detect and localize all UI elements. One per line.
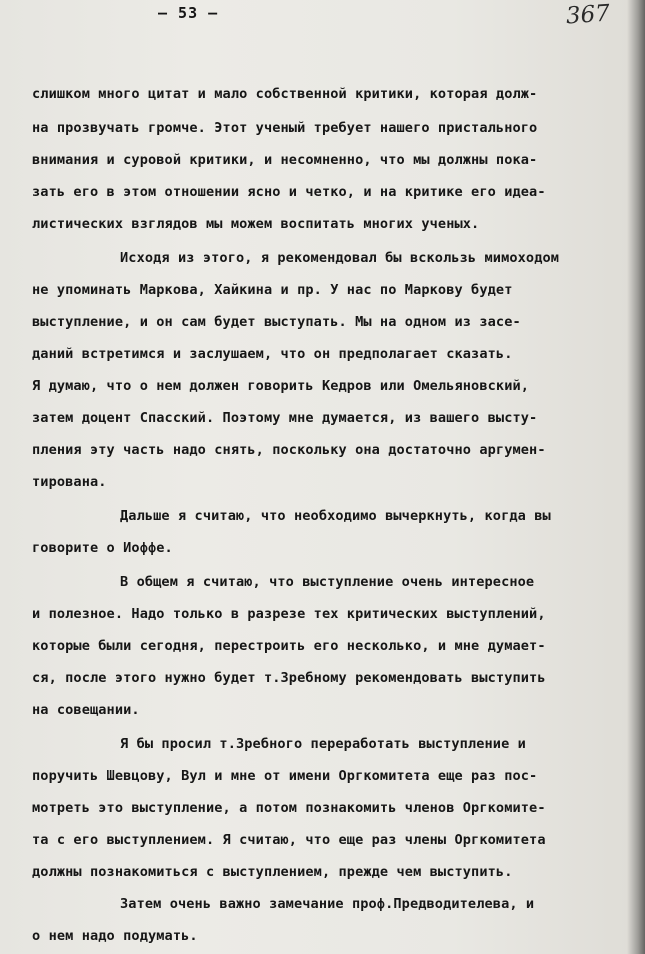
text-line: Дальше я считаю, что необходимо вычеркнуть, когда вы	[120, 508, 551, 524]
text-line: пления эту часть надо снять, поскольку она достаточно аргумен-	[32, 442, 546, 458]
text-line: Я бы просил т.Зребного переработать выступление и	[120, 736, 526, 752]
text-line: ся, после этого нужно будет т.Зребному рекомендовать выступить	[32, 670, 546, 686]
text-line: слишком много цитат и мало собственной критики, которая долж-	[32, 86, 538, 102]
text-line: на совещании.	[32, 702, 140, 718]
page-edge-shadow	[627, 0, 645, 954]
text-line: Я думаю, что о нем должен говорить Кедров или Омельяновский,	[32, 378, 530, 394]
text-line: Исходя из этого, я рекомендовал бы вскользь мимоходом	[120, 250, 560, 266]
text-line: листических взглядов мы можем воспитать многих ученых.	[32, 216, 480, 232]
text-line: В общем я считаю, что выступление очень интересное	[120, 574, 535, 590]
text-line: тирована.	[32, 474, 107, 490]
text-line: говорите о Иоффе.	[32, 540, 173, 556]
text-line: даний встретимся и заслушаем, что он предполагает сказать.	[32, 346, 513, 362]
text-line: Затем очень важно замечание проф.Предводителева, и	[120, 896, 535, 912]
text-line: должны познакомиться с выступлением, прежде чем выступить.	[32, 864, 513, 880]
text-line: выступление, и он сам будет выступать. Мы на одном из засе-	[32, 314, 521, 330]
text-line: та с его выступлением. Я считаю, что еще раз члены Оргкомитета	[32, 832, 546, 848]
text-line: мотреть это выступление, а потом познакомить членов Оргкомите-	[32, 800, 546, 816]
text-line: внимания и суровой критики, и несомненно, что мы должны пока-	[32, 152, 538, 168]
text-line: которые были сегодня, перестроить его несколько, и мне думает-	[32, 638, 546, 654]
text-line: на прозвучать громче. Этот ученый требует нашего пристального	[32, 120, 538, 136]
text-line: и полезное. Надо только в разрезе тех критических выступлений,	[32, 606, 546, 622]
text-line: о нем надо подумать.	[32, 928, 198, 944]
page-number: – 53 –	[158, 4, 219, 22]
text-line: поручить Шевцову, Вул и мне от имени Оргкомитета еще раз пос-	[32, 768, 538, 784]
archive-handwritten-number: 367	[565, 0, 611, 30]
text-line: затем доцент Спасский. Поэтому мне думается, из вашего высту-	[32, 410, 538, 426]
text-line: не упоминать Маркова, Хайкина и пр. У нас по Маркову будет	[32, 282, 513, 298]
text-line: зать его в этом отношении ясно и четко, и на критике его идеа-	[32, 184, 546, 200]
